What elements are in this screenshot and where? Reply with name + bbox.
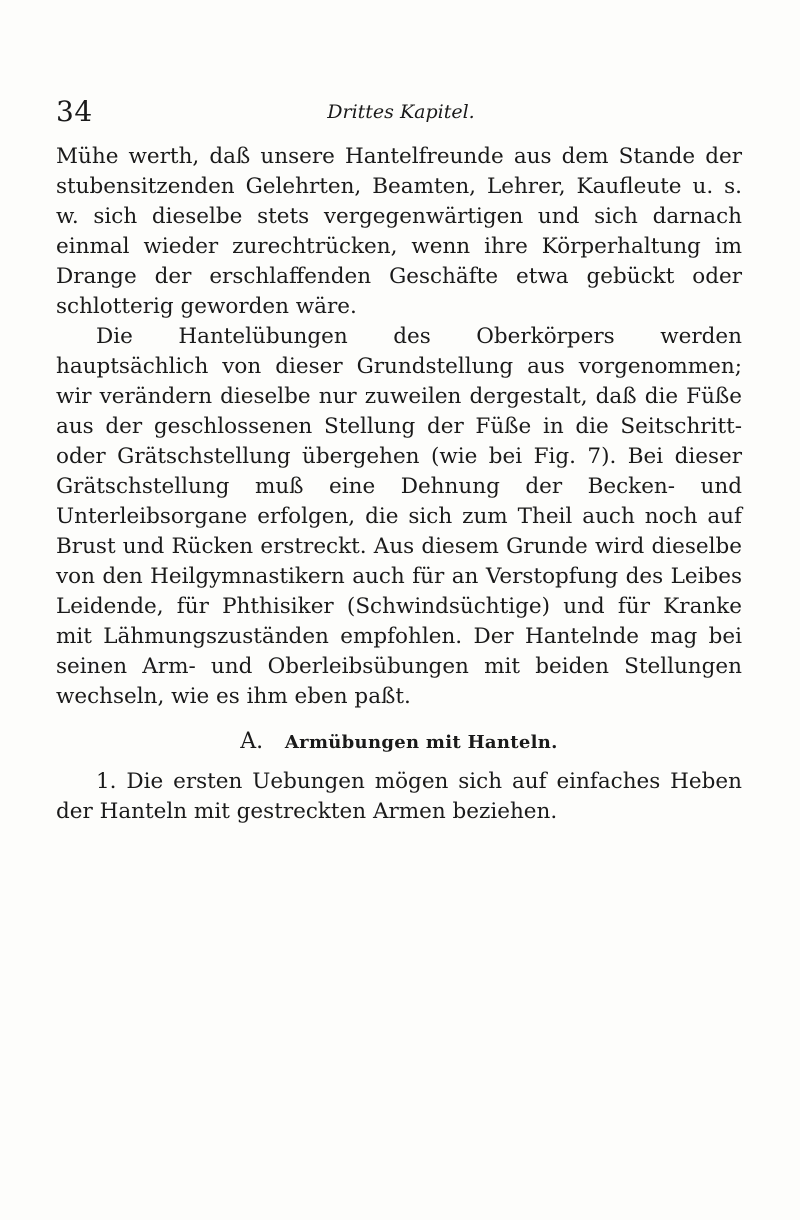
- section-heading: [56, 728, 742, 757]
- paragraph-continued: Mühe werth, daß unsere Hantelfreunde aus dem Stande der stubensitzenden Gelehrten, Beamten, Lehrer, Kaufleute u. s. w. sich dieselbe stets vergegenwärtigen und sich darnach einmal wieder zurechtrücken, wenn ihre Körperhaltung im Drange der erschlaffenden Geschäfte etwa gebückt oder schlotterig geworden wäre.: [56, 144, 742, 319]
- running-head: Drittes Kapitel.: [327, 101, 475, 123]
- paragraph-hantelübungen: Die Hantelübungen des Oberkörpers werden hauptsächlich von dieser Grundstellung aus vorgenommen; wir verändern dieselbe nur zuweilen dergestalt, daß die Füße aus der geschlossenen Stellung der Füße in die Seitschritt- oder Grätschstellung übergehen (wie bei Fig. 7). Bei dieser Grätschstellung muß eine Dehnung der Becken- und Unterleibsorgane erfolgen, die sich zum Theil auch noch auf Brust und Rücken erstreckt. Aus diesem Grunde wird dieselbe von den Heilgymnastikern auch für an Verstopfung des Leibes Leidende, für Phthisiker (Schwindsüchtige) und für Kranke mit Lähmungszuständen empfohlen. Der Hantelnde mag bei seinen Arm- und Oberleibsübungen mit beiden Stellungen wechseln, wie es ihm eben paßt.: [56, 324, 742, 709]
- page-number: 34: [56, 95, 93, 128]
- numbered-paragraph-1: 1. Die ersten Uebungen mögen sich auf einfaches Heben der Hanteln mit gestreckten Armen beziehen.: [56, 769, 742, 824]
- section-letter: A.: [240, 729, 264, 754]
- section-title: Armübungen mit Hanteln.: [284, 732, 558, 753]
- page-body: [56, 142, 742, 827]
- page-header: [56, 92, 746, 132]
